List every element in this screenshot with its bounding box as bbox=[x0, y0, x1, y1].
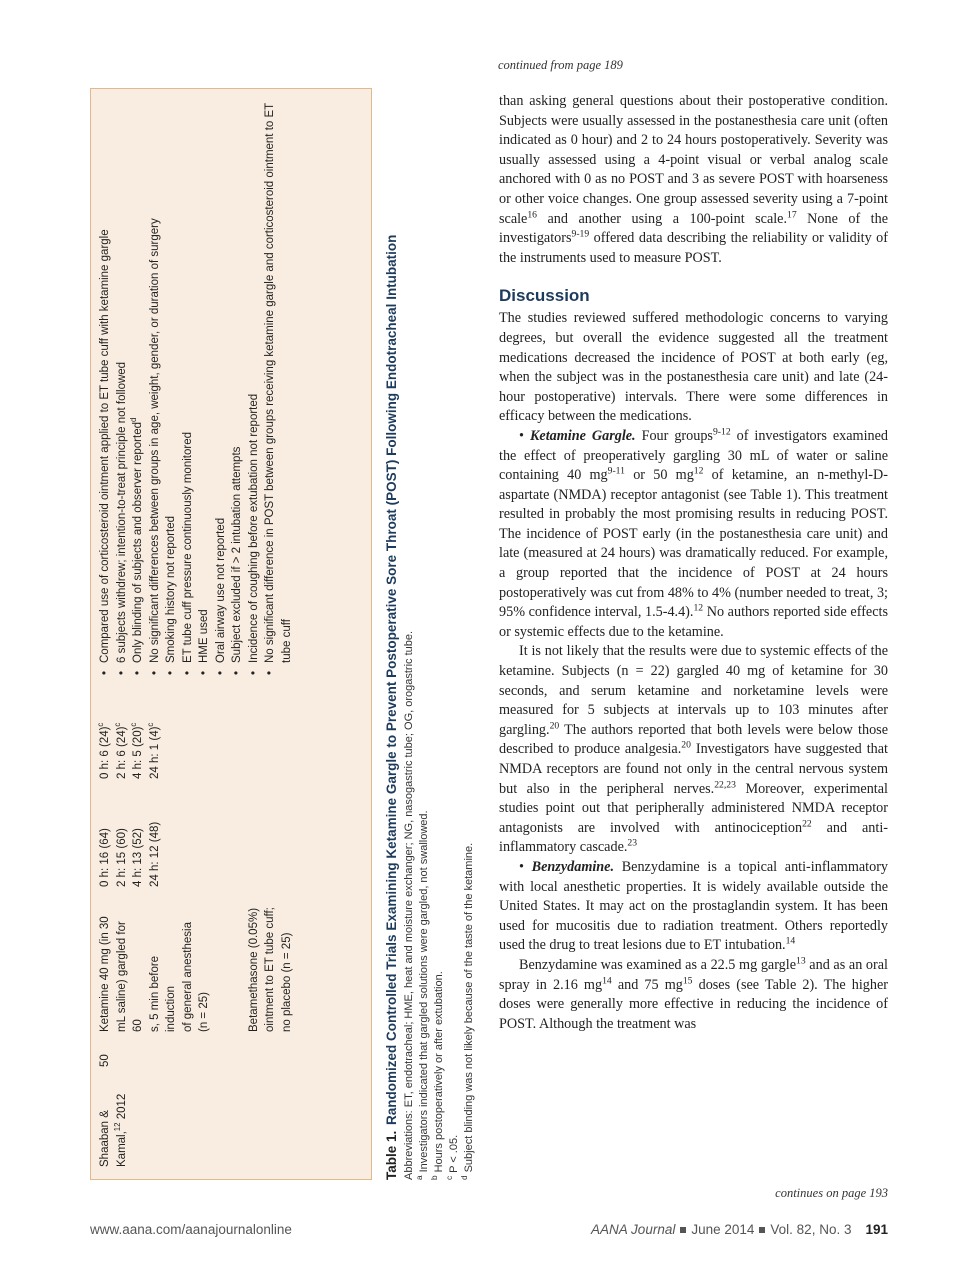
table-footnote: $^a$Investigators indicated that gargled solutions were gargled, not swallowed. bbox=[415, 810, 430, 1180]
comment-item: • ET tube cuff pressure continuously monitored bbox=[180, 95, 197, 675]
control-line: no placebo (n = 25) bbox=[280, 932, 293, 1032]
comment-item: • Subject excluded if > 2 intubation attempts bbox=[229, 95, 246, 675]
study-line-1: Shaaban & bbox=[99, 1110, 111, 1167]
table-cell-n: 50 bbox=[99, 1054, 111, 1067]
paragraph-benzydamine: • Benzydamine. Benzydamine is a topical anti-inflammatory with local anesthetic properties. It is widely available outside the United States. It may act on the prostaglandin system. It has been used for mucositis due to radiation treatment. Others reportedly used the drug to treat lesions due to ET intubation.$^{14}$ bbox=[499, 858, 889, 954]
comment-item: • No significant differences between groups in age, weight, gender, or duration of surgery bbox=[147, 95, 164, 675]
result-line: 0 h: 16 (64) bbox=[99, 828, 111, 887]
table-cell-treatment bbox=[97, 907, 295, 1032]
table-cell-comments bbox=[97, 95, 295, 675]
journal-footer bbox=[591, 1222, 888, 1237]
treatment-line: of general anesthesia bbox=[181, 922, 194, 1032]
table-footnote: $^d$Subject blinding was not likely because of the taste of the ketamine. bbox=[460, 842, 475, 1180]
result-line: 4 h: 5 $(20)^c$ bbox=[129, 722, 144, 779]
result-line: 2 h: 15 (60) bbox=[115, 828, 128, 887]
table-cell-control-results bbox=[97, 797, 163, 887]
treatment-line: mL saline) gargled for 60 bbox=[115, 921, 144, 1032]
article-column bbox=[499, 92, 888, 1034]
table-title: Table 1. Randomized Controlled Trials Examining Ketamine Gargle to Prevent Postoperative Sore Throat (POST) Following Endotracheal Intubation bbox=[384, 234, 399, 1180]
comment-item: • HME used bbox=[196, 95, 213, 675]
issue-date: June 2014 bbox=[691, 1222, 755, 1237]
comment-item: • Compared use of corticosteroid ointment applied to ET tube cuff with ketamine gargle bbox=[97, 95, 114, 675]
treatment-line: (n = 25) bbox=[198, 992, 210, 1032]
table-cell-ketamine-results bbox=[97, 689, 163, 779]
result-line: 2 h: 6 $(24)^c$ bbox=[112, 722, 128, 779]
table-footnote: $^b$Hours postoperatively or after extubation. bbox=[430, 971, 445, 1180]
comment-item: • No significant difference in POST between groups receiving ketamine gargle and corticosteroid ointment to ET tube cuff bbox=[262, 95, 295, 675]
result-line: 0 h: 6 $(24)^c$ bbox=[96, 722, 111, 779]
paragraph-ketamine: • Ketamine Gargle. Four groups$^{9-12}$ of investigators examined the effect of preoperatively gargling 30 mL of water or saline containing 40 $mg^{9-11}$ or 50 $mg^{12}$ of ketamine, an n-methyl-D-aspartate (NMDA) receptor antagonist (see Table 1). This treatment resulted in probably the most promising results in reducing POST. The incidence of POST early (in the postanesthesia care unit) and late (measured at 24 hours) was dramatically reduced. For example, a group reported that the incidence of POST at 24 hours postoperatively was cut from 48% to 4% (number needed to treat, 3; 95% confidence interval, 1.5-4.4).$^{12}$ No authors reported side effects or systemic effects due to the ketamine. bbox=[499, 426, 888, 640]
result-line: 24 h: 12 (48) bbox=[148, 821, 161, 887]
continues-on-note: continues on page 193 bbox=[775, 1186, 888, 1200]
study-line-2: Kamal,$^{12}$ 2012 bbox=[112, 1093, 128, 1167]
comment-item: • Smoking history not reported bbox=[163, 95, 180, 675]
continued-from-note: continued from page 189 bbox=[498, 58, 623, 72]
comment-item: • Incidence of coughing before extubation not reported bbox=[246, 95, 263, 675]
square-bullet-icon bbox=[680, 1227, 686, 1233]
result-line: 4 h: 13 (52) bbox=[132, 828, 144, 887]
section-heading-discussion: Discussion bbox=[499, 286, 590, 306]
page-number: 191 bbox=[865, 1222, 888, 1237]
table-1-rotated bbox=[90, 88, 480, 1180]
result-line: 24 h: 1 $(4)^c$ bbox=[145, 722, 161, 779]
table-cell-study bbox=[97, 1082, 130, 1167]
paragraph: than asking general questions about their postoperative condition. Subjects were usually assessed in the postanesthesia care unit (often indicated as 0 hour) and 2 to 24 hours postoperatively. Severity was usually assessed using a 4-point visual or verbal analog scale anchored with 0 as no POST and 3 as severe POST with hoarseness or other voice changes. One group assessed severity using a 7-point scale$^{16}$ and another using a 100-point scale.$^{17}$ None of the investigators$^{9-19}$ offered data describing the reliability or validity of the instruments used to measure POST. bbox=[499, 93, 888, 266]
comment-item: • 6 subjects withdrew; intention-to-treat principle not followed bbox=[114, 95, 131, 675]
control-line: Betamethasone (0.05%) bbox=[247, 907, 260, 1032]
table-body bbox=[90, 88, 372, 1180]
journal-name: AANA Journal bbox=[591, 1222, 676, 1237]
table-caption bbox=[382, 88, 477, 1180]
paragraph: It is not likely that the results were due to systemic effects of the ketamine. Subjects (n = 22) gargled 40 mg of ketamine for 30 seconds, and serum ketamine and norketamine levels were measured for 5 subjects at intervals up to 103 minutes after gargling.$^{20}$ The authors reported that both levels were below those described to produce analgesia.$^{20}$ Investigators have suggested that NMDA receptors are found not only in the central nervous system but also in the peripheral nerves.$^{22,23}$ Moreover, experimental studies point out that peripherally administered NMDA receptor antagonists are involved with antinociception$^{22}$ and anti-inflammatory cascade.$^{23}$ bbox=[499, 643, 888, 856]
control-line: ointment to ET tube cuff; bbox=[264, 907, 276, 1032]
comment-item: • Only blinding of subjects and observer reported$^d$ bbox=[130, 95, 147, 675]
comment-item: • Oral airway use not reported bbox=[213, 95, 230, 675]
journal-url-link[interactable]: www.aana.com/aanajournalonline bbox=[90, 1222, 292, 1237]
treatment-line: s, 5 min before induction bbox=[148, 955, 177, 1032]
table-abbreviations: Abbreviations: ET, endotracheal; HME, heat and moisture exchanger; NG, nasogastric tube; OG, orogastric tube. bbox=[403, 630, 415, 1180]
paragraph: The studies reviewed suffered methodologic concerns to varying degrees, but overall the evidence suggested all the treatment medications decreased the incidence of POST at both early (eg, when the subject was in the postanesthesia care unit) and late (24-hour postoperative) intervals. There were some differences in efficacy between the medications. bbox=[499, 310, 888, 425]
volume-issue: Vol. 82, No. 3 bbox=[770, 1222, 852, 1237]
treatment-line: Ketamine 40 mg (in 30 bbox=[99, 916, 111, 1032]
table-footnote: $^c$P < .05. bbox=[445, 1134, 460, 1180]
paragraph: Benzydamine was examined as a 22.5 mg gargle$^{13}$ and as an oral spray in 2.16 $mg^{14}$ and 75 $mg^{15}$ doses (see Table 2). The higher doses were generally more effective in reducing the incidence of POST. Although the treatment was bbox=[499, 955, 888, 1032]
square-bullet-icon bbox=[759, 1227, 765, 1233]
